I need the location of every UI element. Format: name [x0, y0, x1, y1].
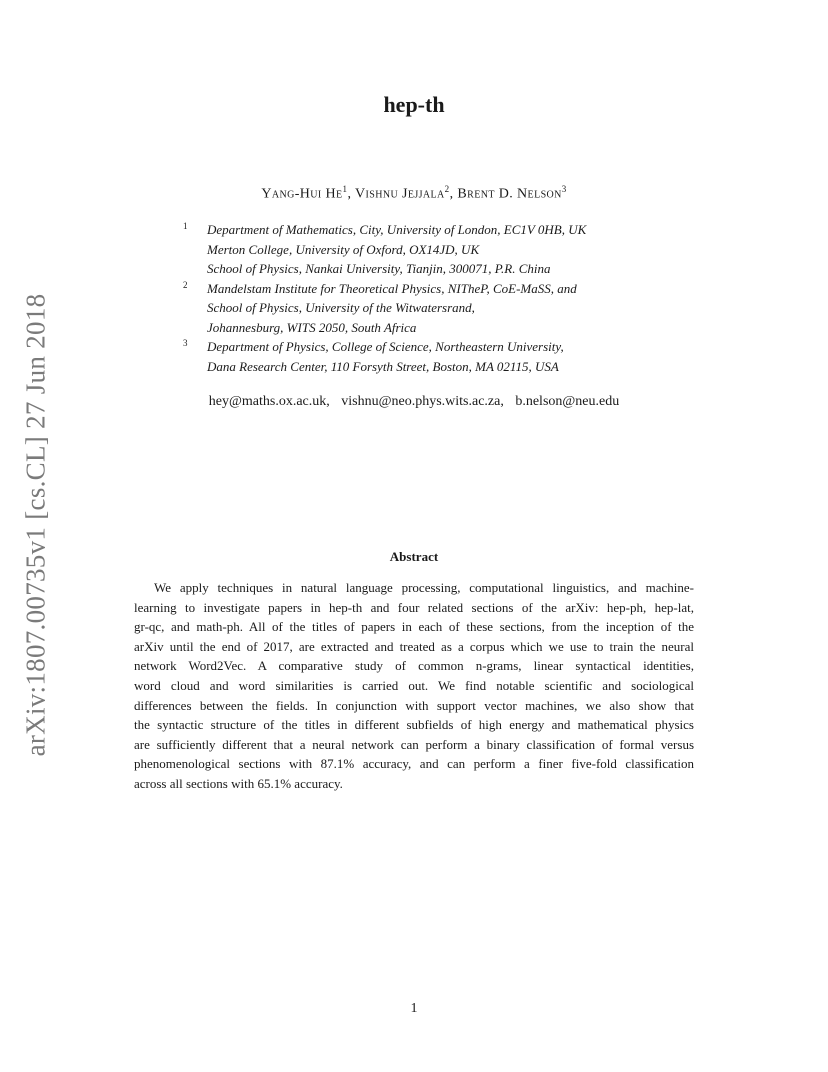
author-list: Yang-Hui He$^1$, Vishnu Jejjala$^2$, Brent D. Nelson$^3$: [261, 184, 567, 202]
author-name: Brent D. Nelson: [457, 186, 562, 202]
abstract-line: network Word2Vec. A comparative study of common n-grams, linear syntactical identities,: [134, 658, 694, 674]
affiliation-line: Department of Mathematics, City, University of London, EC1V 0HB, UK: [207, 222, 587, 237]
author-name: Yang-Hui He: [261, 186, 343, 202]
affiliation-line: Johannesburg, WITS 2050, South Africa: [207, 319, 417, 335]
affiliation-mark: 2: [183, 279, 188, 290]
page-number: 1: [410, 1001, 418, 1016]
affiliation-line: School of Physics, University of the Witwatersrand,: [207, 300, 475, 315]
affiliation-line: School of Physics, Nankai University, Tianjin, 300071, P.R. China: [207, 261, 551, 276]
abstract-line: phenomenological sections with 87.1% accuracy, and can perform a finer five-fold classification: [134, 756, 694, 772]
abstract-heading: Abstract: [389, 549, 439, 564]
abstract-line: differences between the fields. In conjunction with support vector machines, we also show that: [134, 697, 694, 713]
affiliation-line: Department of Physics, College of Science, Northeastern University,: [207, 339, 564, 354]
author-name: Vishnu Jejjala: [355, 186, 445, 202]
abstract-line: the syntactic structure of the titles in different subfields of high energy and mathematical physics: [134, 717, 694, 733]
abstract-line: arXiv until the end of 2017, are extracted and treated as a corpus which we use to train the neural: [134, 638, 694, 654]
affiliation-2: [180, 279, 660, 338]
email-link[interactable]: b.nelson@neu.edu: [515, 394, 620, 409]
affiliation-mark: 2: [444, 184, 450, 194]
abstract-line: gr-qc, and math-ph. All of the titles of papers in each of these sections, from the inception of the: [134, 619, 694, 635]
affiliation-line: Dana Research Center, 110 Forsyth Street, Boston, MA 02115, USA: [207, 358, 559, 374]
abstract-line: We apply techniques in natural language processing, computational linguistics, and machine-: [154, 580, 694, 595]
affiliation-line: Merton College, University of Oxford, OX14JD, UK: [207, 241, 480, 257]
affiliation-3: [180, 337, 660, 376]
affiliation-mark: 3: [561, 184, 567, 194]
abstract-line: learning to investigate papers in hep-th and four related sections of the arXiv: hep-ph, hep-lat,: [134, 599, 694, 615]
email-link[interactable]: hey@maths.ox.ac.uk,: [208, 394, 330, 409]
affiliation-mark: 1: [183, 221, 188, 231]
abstract-line: word cloud and word similarities is carried out. We find notable scientific and sociological: [134, 677, 694, 693]
affiliation-mark: 3: [183, 338, 188, 348]
author-emails: [0, 394, 828, 410]
arxiv-identifier-stamp[interactable]: arXiv:1807.00735v1 [cs.CL] 27 Jun 2018: [20, 293, 51, 757]
abstract-body: [134, 578, 694, 794]
affiliations: [180, 220, 660, 376]
email-link[interactable]: vishnu@neo.phys.wits.ac.za,: [341, 394, 504, 409]
paper-title: hep-th: [383, 92, 445, 117]
abstract-line: are sufficiently different that a neural network can perform a binary classification of formal versus: [134, 736, 694, 752]
affiliation-line: Mandelstam Institute for Theoretical Physics, NITheP, CoE-MaSS, and: [207, 280, 577, 296]
affiliation-1: [180, 220, 660, 279]
affiliation-mark: 1: [342, 184, 348, 194]
abstract-line: across all sections with 65.1% accuracy.: [134, 775, 343, 791]
